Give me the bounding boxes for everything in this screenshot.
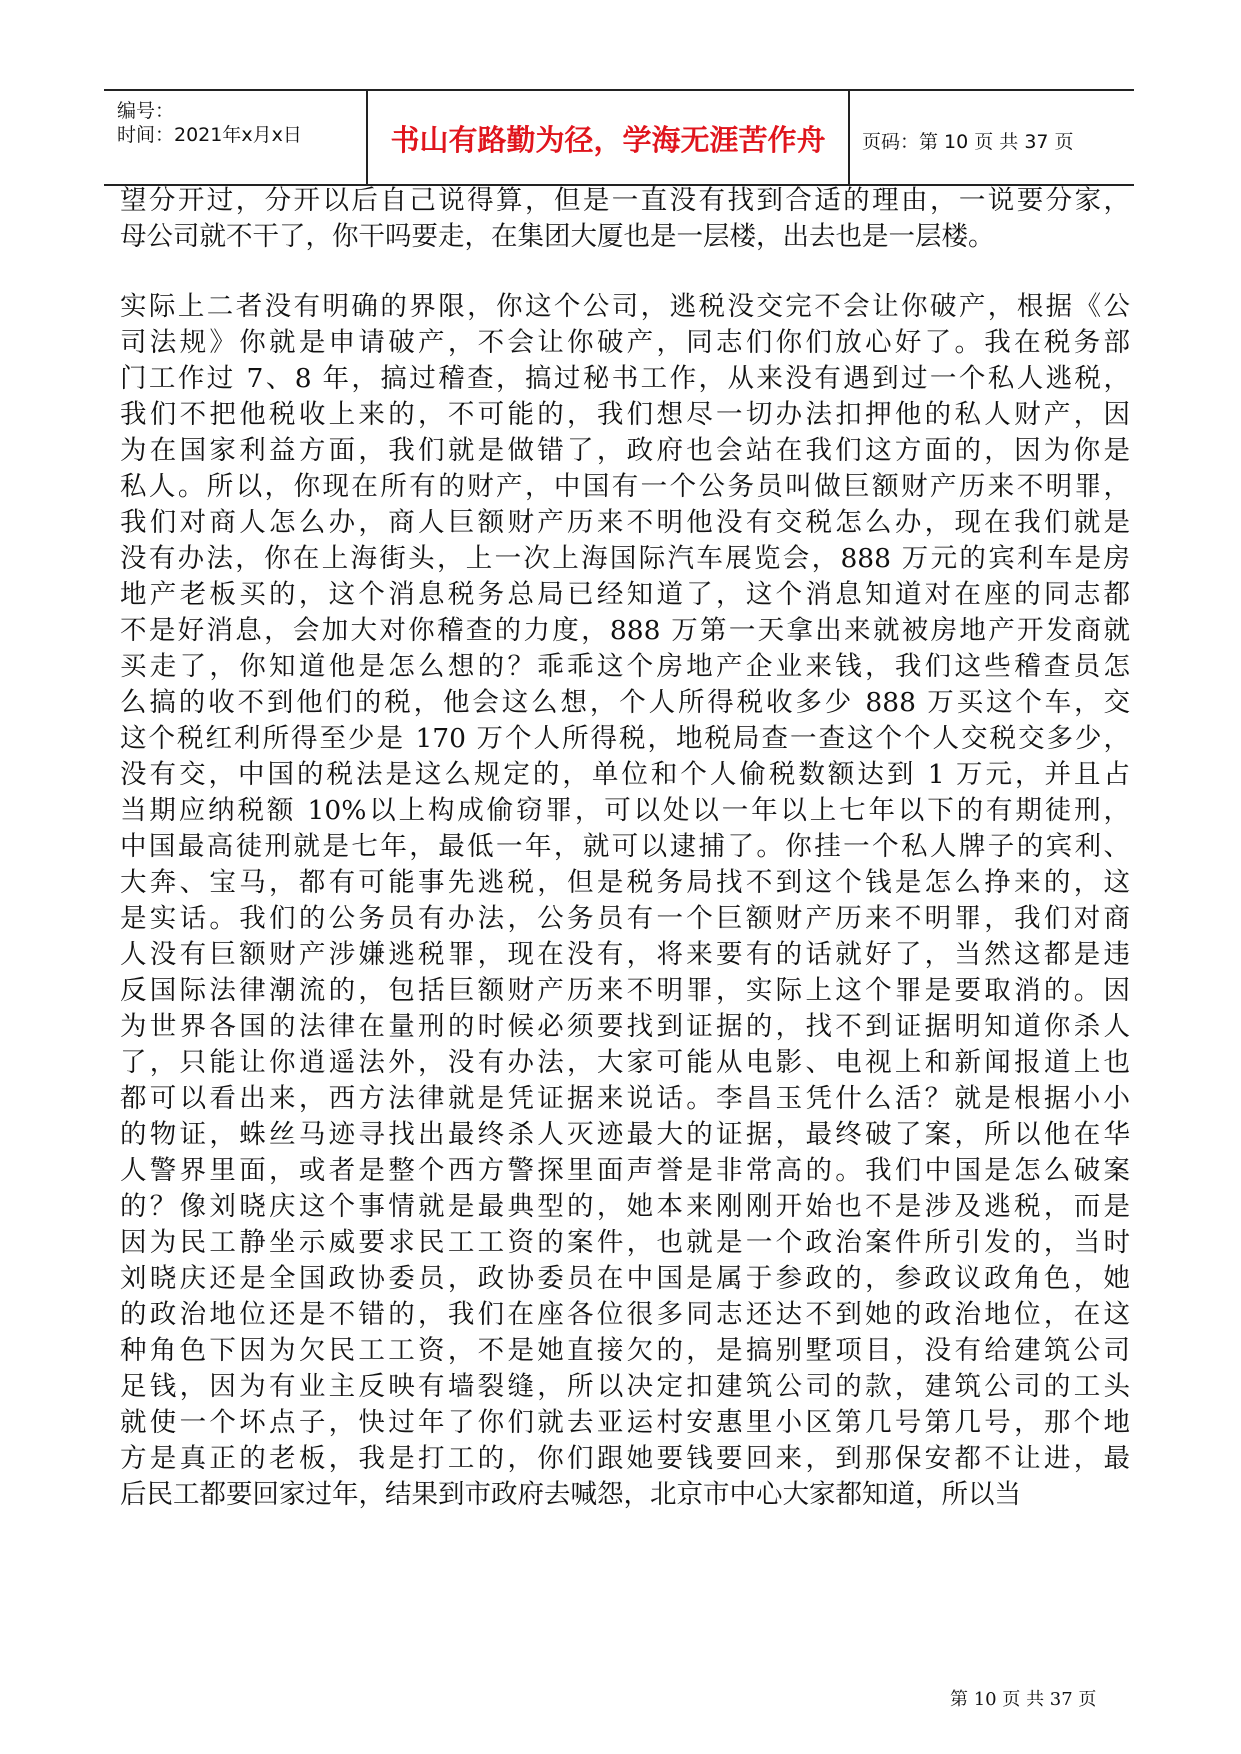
- header-page-code: 页码：第 10 页 共 37 页: [862, 131, 1074, 153]
- paragraph-line: 人没有巨额财产涉嫌逃税罪，现在没有，将来要有的话就好了，当然这都是违: [120, 939, 1130, 970]
- paragraph-line: 买走了，你知道他是怎么想的？乖乖这个房地产企业来钱，我们这些稽查员怎: [120, 651, 1130, 682]
- document-number-label: 编号：: [117, 100, 175, 122]
- paragraph-line: 地产老板买的，这个消息税务总局已经知道了，这个消息知道对在座的同志都: [120, 579, 1130, 610]
- header-meta-cell: [104, 91, 366, 184]
- paragraph-line: 我们不把他税收上来的，不可能的，我们想尽一切办法扣押他的私人财产，因: [120, 399, 1130, 430]
- paragraph-line: 我们对商人怎么办，商人巨额财产历来不明他没有交税怎么办，现在我们就是: [120, 507, 1130, 538]
- paragraph-line: 不是好消息，会加大对你稽查的力度，888 万第一天拿出来就被房地产开发商就: [120, 615, 1130, 646]
- paragraph-line: 望分开过，分开以后自己说得算，但是一直没有找到合适的理由，一说要分家，: [120, 185, 1130, 216]
- paragraph-line: 种角色下因为欠民工工资，不是她直接欠的，是搞别墅项目，没有给建筑公司: [120, 1335, 1130, 1366]
- paragraph-line: 方是真正的老板，我是打工的，你们跟她要钱要回来，到那保安都不让进，最: [120, 1443, 1130, 1474]
- paragraph-line: 这个税红利所得至少是 170 万个人所得税，地税局查一查这个个人交税交多少，: [120, 723, 1130, 754]
- paragraph-line: 是实话。我们的公务员有办法，公务员有一个巨额财产历来不明罪，我们对商: [120, 903, 1130, 934]
- paragraph-line: 私人。所以，你现在所有的财产，中国有一个公务员叫做巨额财产历来不明罪，: [120, 471, 1130, 502]
- page-footer-number: 第 10 页 共 37 页: [950, 1689, 1097, 1710]
- paragraph-line: 就使一个坏点子，快过年了你们就去亚运村安惠里小区第几号第几号，那个地: [120, 1407, 1130, 1438]
- paragraph-line: 司法规》你就是申请破产，不会让你破产，同志们你们放心好了。我在税务部: [120, 327, 1130, 358]
- paragraph-line: 为在国家利益方面，我们就是做错了，政府也会站在我们这方面的，因为你是: [120, 435, 1130, 466]
- paragraph-line: 足钱，因为有业主反映有墙裂缝，所以决定扣建筑公司的款，建筑公司的工头: [120, 1371, 1130, 1402]
- paragraph-line: 门工作过 7、8 年，搞过稽查，搞过秘书工作，从来没有遇到过一个私人逃税，: [120, 363, 1130, 394]
- paragraph-line: 实际上二者没有明确的界限，你这个公司，逃税没交完不会让你破产，根据《公: [120, 291, 1130, 322]
- paragraph-line: 的物证，蛛丝马迹寻找出最终杀人灭迹最大的证据，最终破了案，所以他在华: [120, 1119, 1130, 1150]
- paragraph-line: 母公司就不干了，你干吗要走，在集团大厦也是一层楼，出去也是一层楼。: [120, 221, 995, 252]
- header-motto-cell: [366, 91, 850, 184]
- header-motto: 书山有路勤为径，学海无涯苦作舟: [390, 123, 826, 157]
- paragraph-line: 反国际法律潮流的，包括巨额财产历来不明罪，实际上这个罪是要取消的。因: [120, 975, 1130, 1006]
- paragraph-line: 为世界各国的法律在量刑的时候必须要找到证据的，找不到证据明知道你杀人: [120, 1011, 1130, 1042]
- paragraph-line: 没有办法，你在上海街头，上一次上海国际汽车展览会，888 万元的宾利车是房: [120, 543, 1130, 574]
- paragraph-line: 没有交，中国的税法是这么规定的，单位和个人偷税数额达到 1 万元，并且占: [120, 759, 1130, 790]
- paragraph-line: 刘晓庆还是全国政协委员，政协委员在中国是属于参政的，参政议政角色，她: [120, 1263, 1130, 1294]
- paragraph-line: 因为民工静坐示威要求民工工资的案件，也就是一个政治案件所引发的，当时: [120, 1227, 1130, 1258]
- paragraph-line: 大奔、宝马，都有可能事先逃税，但是税务局找不到这个钱是怎么挣来的，这: [120, 867, 1130, 898]
- document-time-label: 时间：2021年x月x日: [117, 124, 302, 146]
- paragraph-line: 中国最高徒刑就是七年，最低一年，就可以逮捕了。你挂一个私人牌子的宾利、: [120, 831, 1130, 862]
- paragraph-line: 么搞的收不到他们的税，他会这么想，个人所得税收多少 888 万买这个车，交: [120, 687, 1130, 718]
- paragraph-line: 的？像刘晓庆这个事情就是最典型的，她本来刚刚开始也不是涉及逃税，而是: [120, 1191, 1130, 1222]
- page-header: [104, 89, 1134, 186]
- header-page-cell: [848, 91, 1134, 184]
- paragraph-line: 都可以看出来，西方法律就是凭证据来说话。李昌玉凭什么活？就是根据小小: [120, 1083, 1130, 1114]
- paragraph-line: 的政治地位还是不错的，我们在座各位很多同志还达不到她的政治地位，在这: [120, 1299, 1130, 1330]
- paragraph-line: 当期应纳税额 10%以上构成偷窃罪，可以处以一年以上七年以下的有期徒刑，: [120, 795, 1130, 826]
- paragraph-line: 人警界里面，或者是整个西方警探里面声誉是非常高的。我们中国是怎么破案: [120, 1155, 1130, 1186]
- paragraph-line: 了，只能让你逍遥法外，没有办法，大家可能从电影、电视上和新闻报道上也: [120, 1047, 1130, 1078]
- paragraph-line: 后民工都要回家过年，结果到市政府去喊怨，北京市中心大家都知道，所以当: [120, 1479, 1021, 1510]
